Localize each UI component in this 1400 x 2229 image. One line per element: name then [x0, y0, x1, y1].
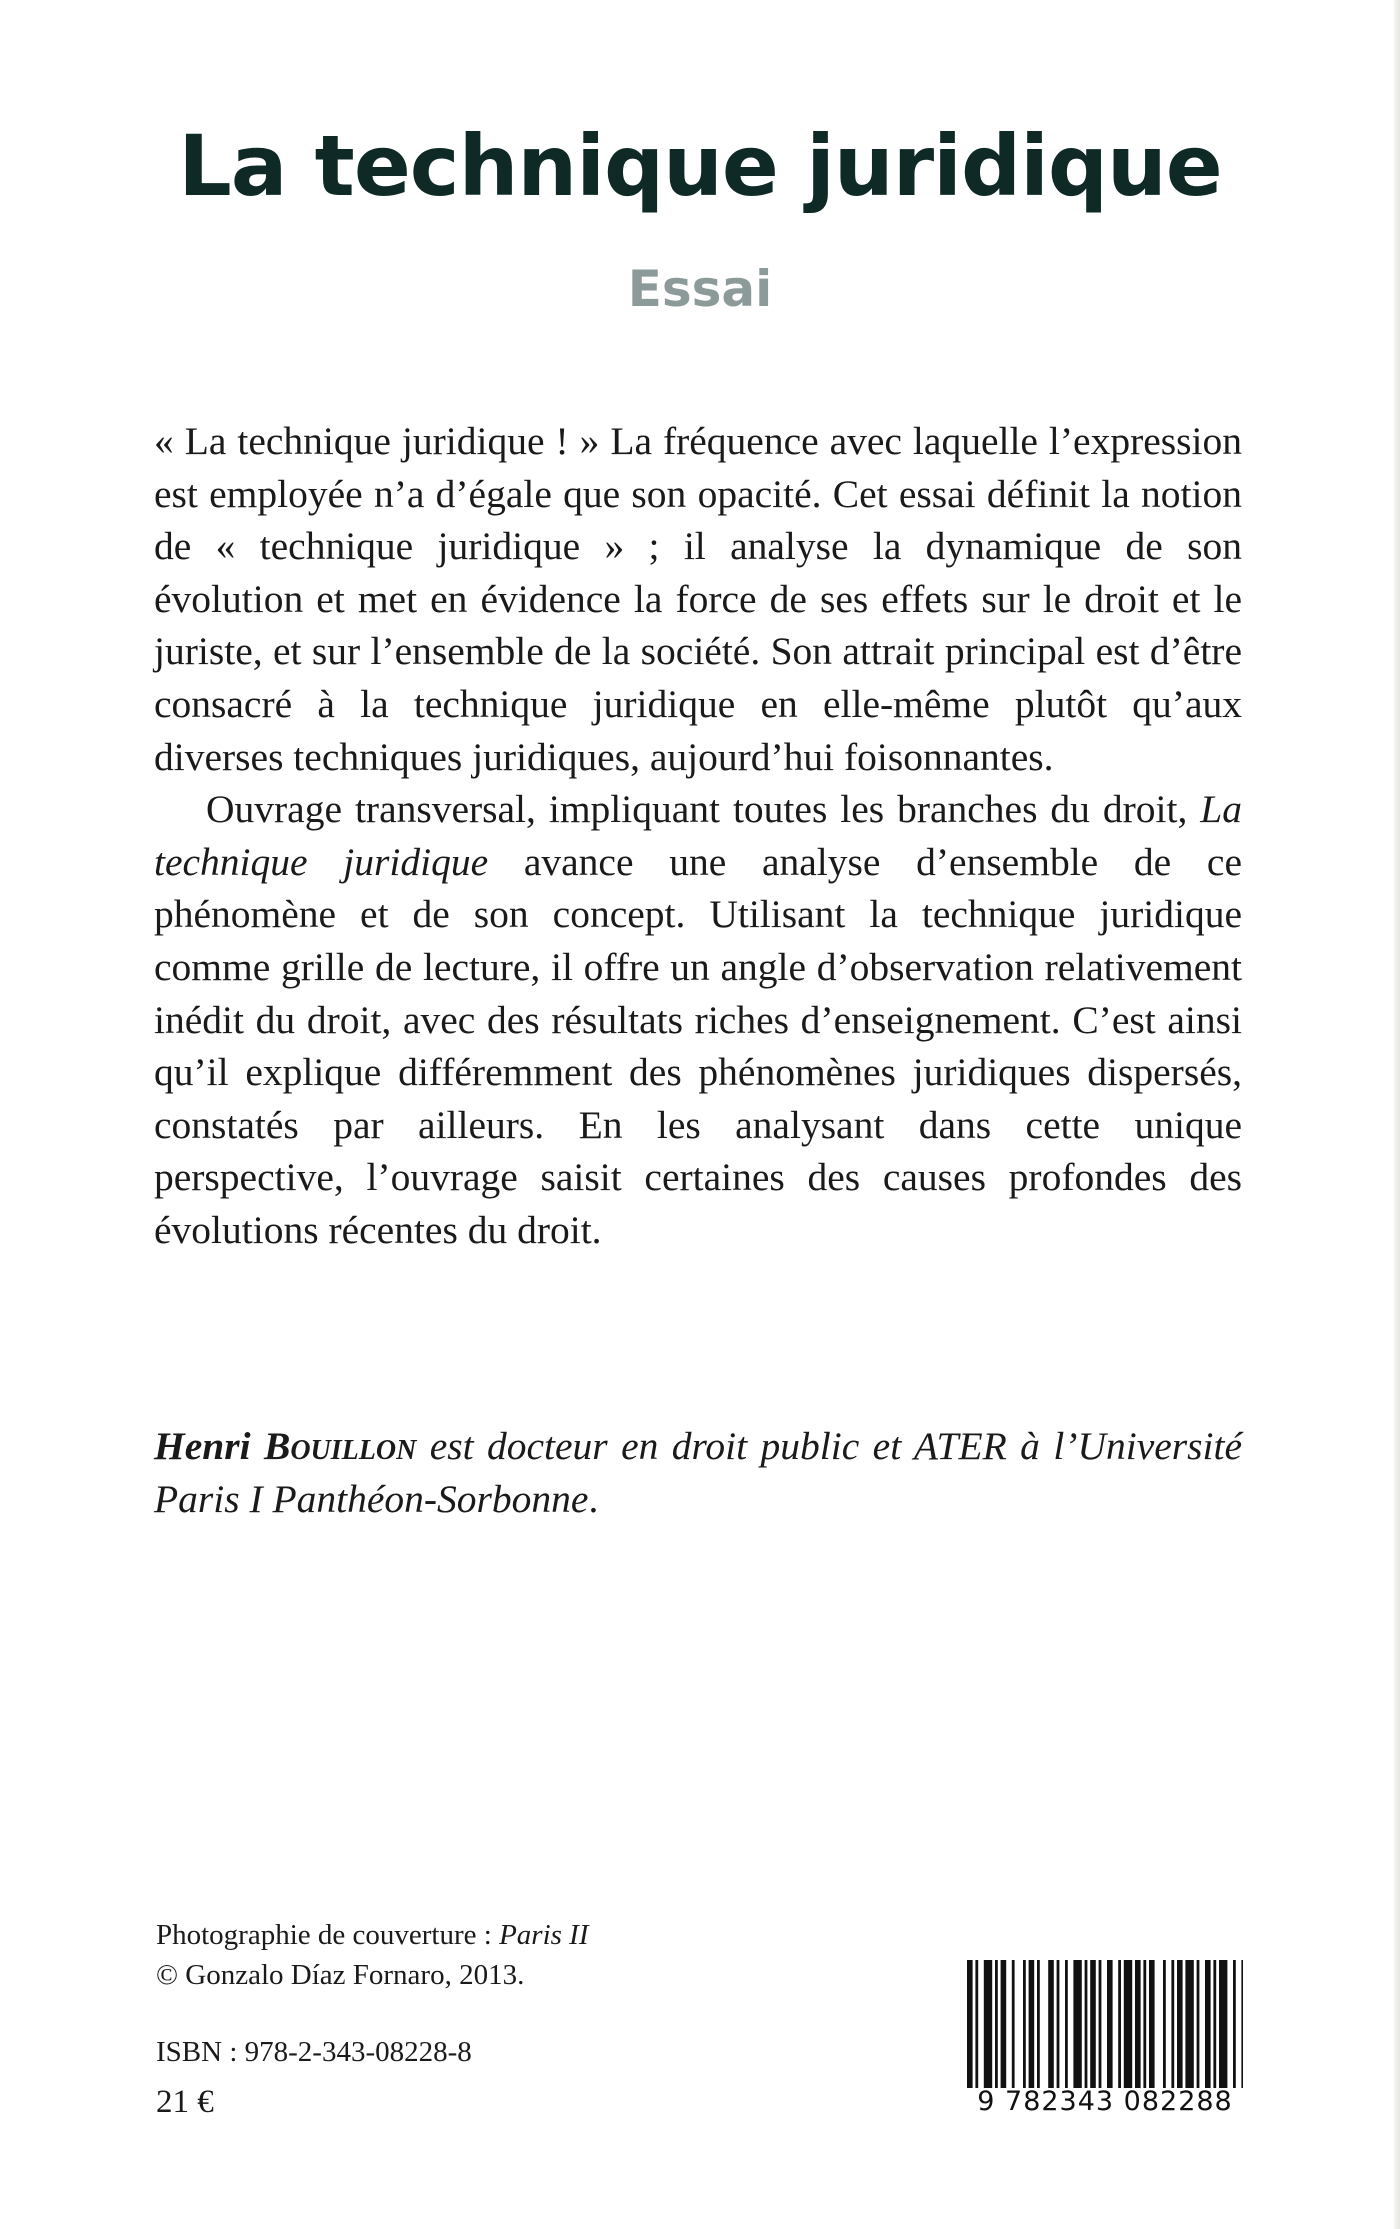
- author-bio-period: .: [588, 1477, 599, 1521]
- blurb-italic-title: La technique juridique: [154, 787, 1243, 884]
- barcode-bar: [1219, 1960, 1227, 2088]
- barcode-bar: [1241, 1960, 1243, 2088]
- barcode-bar: [1213, 1960, 1216, 2088]
- blurb-paragraph-1: « La technique juridique ! » La fréquence avec laquelle l’expression est employée n’a d’égale que son opacité. Cet essai définit la notion de « technique juridique » ; il analyse la dynamique de son évolution et met en évidence la force de ses effets sur le droit et le juriste, et sur l’ensemble de la société. Son attrait principal est d’être consacré à la technique juridique en elle-même plutôt qu’aux diverses techniques juridiques, aujourd’hui foisonnantes.: [154, 419, 1242, 779]
- barcode-bar: [1057, 1960, 1060, 2088]
- barcode-bar: [1099, 1960, 1102, 2088]
- barcode: [964, 1960, 1246, 2120]
- barcode-bar: [975, 1960, 978, 2088]
- book-title: La technique juridique: [178, 117, 1222, 215]
- blurb: [154, 415, 1242, 1257]
- barcode-bar: [1163, 1960, 1166, 2088]
- photo-credit-line: [156, 1915, 588, 1955]
- blurb-paragraph-2-end: avance une analyse d’ensemble de ce phénomène et de son concept. Utilisant la technique juridique comme grille de lecture, il offre un angle d’observation relativement inédit du droit, avec des résultats riches d’enseignement. C’est ainsi qu’il explique différemment des phénomènes juridiques dispersés, constatés par ailleurs. En les analysant dans cette unique perspective, l’ouvrage saisit certaines des causes profondes des évolutions récentes du droit.: [154, 839, 1243, 1252]
- barcode-bar: [1090, 1960, 1096, 2088]
- blurb-paragraph-2: [154, 783, 1242, 1256]
- barcode-bar: [995, 1960, 998, 2088]
- barcode-bar: [1012, 1960, 1015, 2088]
- barcode-bar: [1233, 1960, 1236, 2088]
- barcode-bar: [1001, 1960, 1007, 2088]
- barcode-bar: [1177, 1960, 1183, 2088]
- author-first-name: Henri: [154, 1424, 251, 1468]
- photo-credit-title: Paris II: [499, 1919, 589, 1951]
- barcode-bar: [1205, 1960, 1211, 2088]
- barcode-bar: [1065, 1960, 1068, 2088]
- barcode-bar: [1143, 1960, 1146, 2088]
- price: 21 €: [156, 2084, 214, 2120]
- author-bio: [154, 1420, 1242, 1526]
- author-last-name: Bouillon: [263, 1424, 417, 1468]
- isbn: ISBN : 978-2-343-08228-8: [156, 2036, 472, 2068]
- barcode-bar: [1149, 1960, 1155, 2088]
- blurb-paragraph-2-start: Ouvrage transversal, impliquant toutes les branches du droit,: [206, 787, 1188, 832]
- barcode-bar: [967, 1960, 973, 2088]
- spine-edge: [1394, 0, 1400, 2229]
- barcode-bar: [1085, 1960, 1088, 2088]
- barcode-bar: [1048, 1960, 1054, 2088]
- barcode-bar: [1171, 1960, 1174, 2088]
- barcode-bars: [964, 1960, 1246, 2088]
- barcode-bar: [1107, 1960, 1113, 2088]
- barcode-bar: [1118, 1960, 1121, 2088]
- photo-credit-label: Photographie de couverture :: [156, 1919, 492, 1951]
- barcode-bar: [1073, 1960, 1081, 2088]
- photo-copyright: © Gonzalo Díaz Fornaro, 2013.: [156, 1959, 525, 1991]
- barcode-bar: [1185, 1960, 1193, 2088]
- barcode-bar: [1029, 1960, 1035, 2088]
- barcode-bar: [984, 1960, 992, 2088]
- barcode-bar: [1197, 1960, 1200, 2088]
- author-bio-text: est docteur en droit public et ATER à l’Université Paris I Panthéon-Sorbonne: [154, 1424, 1242, 1521]
- photo-credit: [156, 1915, 588, 1995]
- barcode-digits: 9 782343 082288: [977, 2086, 1233, 2117]
- barcode-bar: [1037, 1960, 1040, 2088]
- barcode-bar: [1124, 1960, 1132, 2088]
- barcode-bar: [1135, 1960, 1141, 2088]
- barcode-bar: [1023, 1960, 1026, 2088]
- book-subtitle: Essai: [627, 260, 773, 318]
